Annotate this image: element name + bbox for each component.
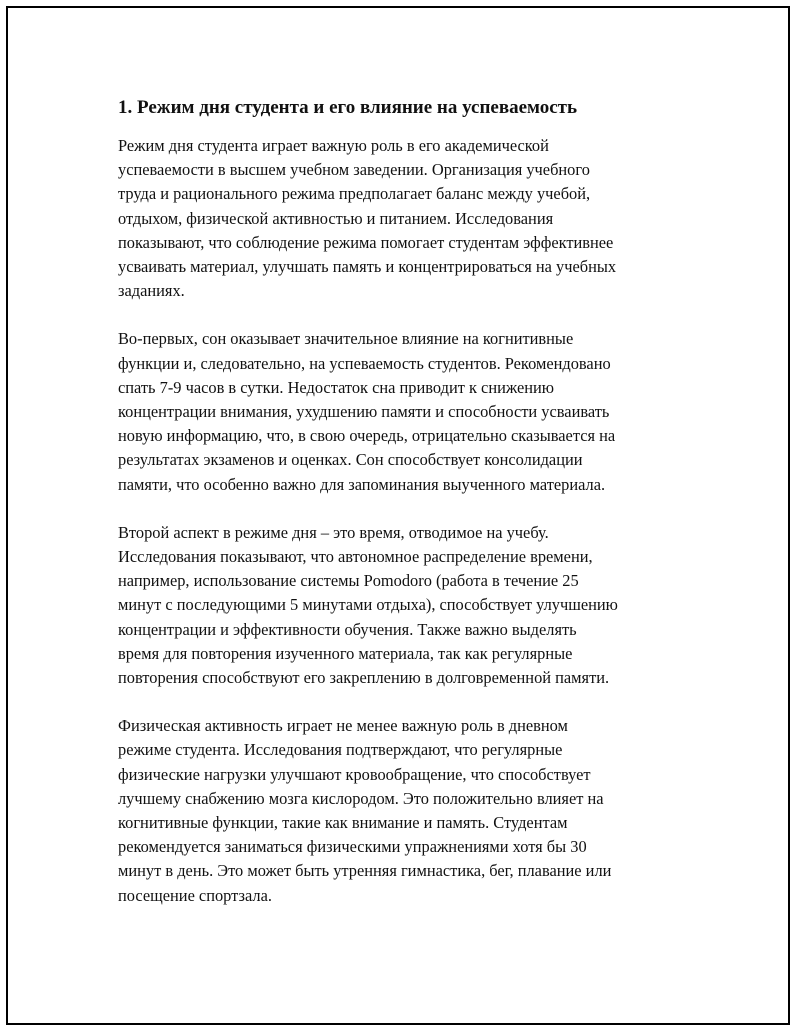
- text-line: минут с последующими 5 минутами отдыха), способствует улучшению: [118, 595, 618, 615]
- text-line: усваивать материал, улучшать память и концентрироваться на учебных: [118, 257, 617, 277]
- section-heading: 1. Режим дня студента и его влияние на успеваемость: [118, 97, 578, 118]
- text-line: результатах экзаменов и оценках. Сон способствует консолидации: [118, 450, 583, 470]
- paragraph-sleep: [118, 327, 688, 496]
- text-line: Во-первых, сон оказывает значительное влияние на когнитивные: [118, 329, 574, 349]
- text-line: рекомендуется заниматься физическими упражнениями хотя бы 30: [118, 837, 587, 857]
- text-line: время для повторения изученного материала, так как регулярные: [118, 643, 573, 663]
- text-line: лучшему снабжению мозга кислородом. Это положительно влияет на: [118, 788, 604, 808]
- text-line: концентрации и эффективности обучения. Также важно выделять: [118, 619, 577, 639]
- text-line: режиме студента. Исследования подтверждают, что регулярные: [118, 740, 563, 760]
- paragraph-study-time: [118, 521, 688, 690]
- text-line: функции и, следовательно, на успеваемость студентов. Рекомендовано: [118, 353, 611, 373]
- document-body: [118, 96, 688, 932]
- text-line: отдыхом, физической активностью и питанием. Исследования: [118, 208, 554, 228]
- text-line: минут в день. Это может быть утренняя гимнастика, бег, плавание или: [118, 861, 612, 881]
- text-line: труда и рационального режима предполагает баланс между учебой,: [118, 184, 591, 204]
- text-line: показывают, что соблюдение режима помогает студентам эффективнее: [118, 232, 614, 252]
- text-line: Физическая активность играет не менее важную роль в дневном: [118, 716, 568, 736]
- text-line: когнитивные функции, такие как внимание и память. Студентам: [118, 813, 568, 833]
- text-line: Исследования показывают, что автономное распределение времени,: [118, 547, 593, 567]
- text-line: новую информацию, что, в свою очередь, отрицательно сказывается на: [118, 426, 616, 446]
- text-line: концентрации внимания, ухудшению памяти и способности усваивать: [118, 402, 610, 422]
- paragraph-intro: [118, 134, 688, 303]
- text-line: памяти, что особенно важно для запоминания выученного материала.: [118, 474, 606, 494]
- text-line: заданиях.: [118, 281, 185, 301]
- text-line: например, использование системы Pomodoro (работа в течение 25: [118, 571, 579, 591]
- text-line: посещение спортзала.: [118, 885, 272, 905]
- text-line: физические нагрузки улучшают кровообращение, что способствует: [118, 764, 591, 784]
- text-line: Режим дня студента играет важную роль в его академической: [118, 136, 549, 155]
- text-line: повторения способствуют его закреплению в долговременной памяти.: [118, 668, 610, 688]
- text-line: успеваемости в высшем учебном заведении. Организация учебного: [118, 160, 590, 180]
- text-line: Второй аспект в режиме дня – это время, отводимое на учебу.: [118, 522, 549, 542]
- paragraph-physical-activity: [118, 714, 688, 908]
- text-line: спать 7-9 часов в сутки. Недостаток сна приводит к снижению: [118, 377, 555, 397]
